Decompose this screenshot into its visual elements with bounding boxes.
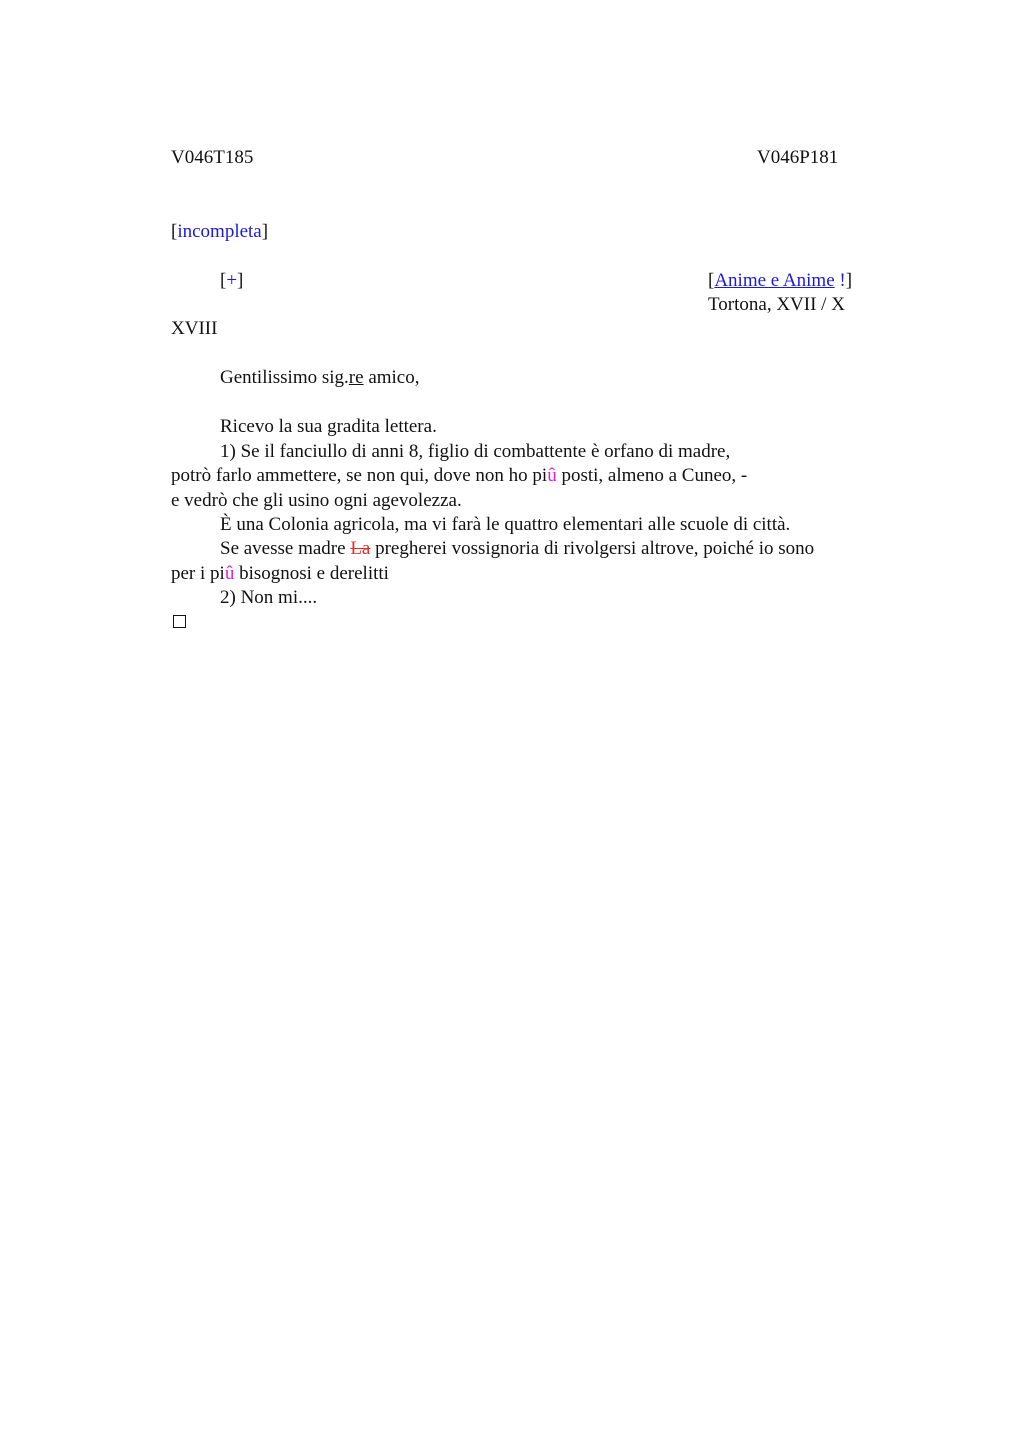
status-label: incompleta (177, 221, 262, 242)
status-note: [incompleta] (171, 221, 269, 242)
place-date-year: XVIII (171, 318, 218, 339)
correction-mark: û (547, 465, 557, 486)
body-line: e vedrò che gli usino ogni agevolezza. (171, 490, 462, 511)
document-code-left: V046T185 (171, 147, 254, 168)
body-line: È una Colonia agricola, ma vi farà le quattro elementari alle scuole di città. (220, 514, 791, 535)
cross-mark: [+] (220, 270, 244, 291)
cross-symbol: + (226, 270, 238, 291)
deleted-word: La (350, 538, 371, 559)
salutation: Gentilissimo sig.re amico, (220, 367, 420, 388)
reference-link[interactable]: Anime e Anime (714, 270, 835, 291)
salutation-abbreviation: re (348, 367, 364, 388)
document-code-right: V046P181 (757, 147, 839, 168)
body-line: Ricevo la sua gradita lettera. (220, 416, 437, 437)
place-date: Tortona, XVII / X (708, 294, 845, 315)
body-line: potrò farlo ammettere, se non qui, dove non ho piû posti, almeno a Cuneo, - (171, 465, 748, 486)
body-line: Se avesse madre La pregherei vossignoria di rivolgersi altrove, poiché io sono (220, 538, 815, 559)
reference-note: [Anime e Anime !] (708, 270, 853, 291)
body-line: 1) Se il fanciullo di anni 8, figlio di combattente è orfano di madre, (220, 441, 731, 462)
body-line: 2) Non mi.... (220, 587, 318, 608)
body-line: per i piû bisognosi e derelitti (171, 563, 389, 584)
correction-mark: û (224, 563, 235, 584)
empty-box-icon (173, 615, 186, 628)
